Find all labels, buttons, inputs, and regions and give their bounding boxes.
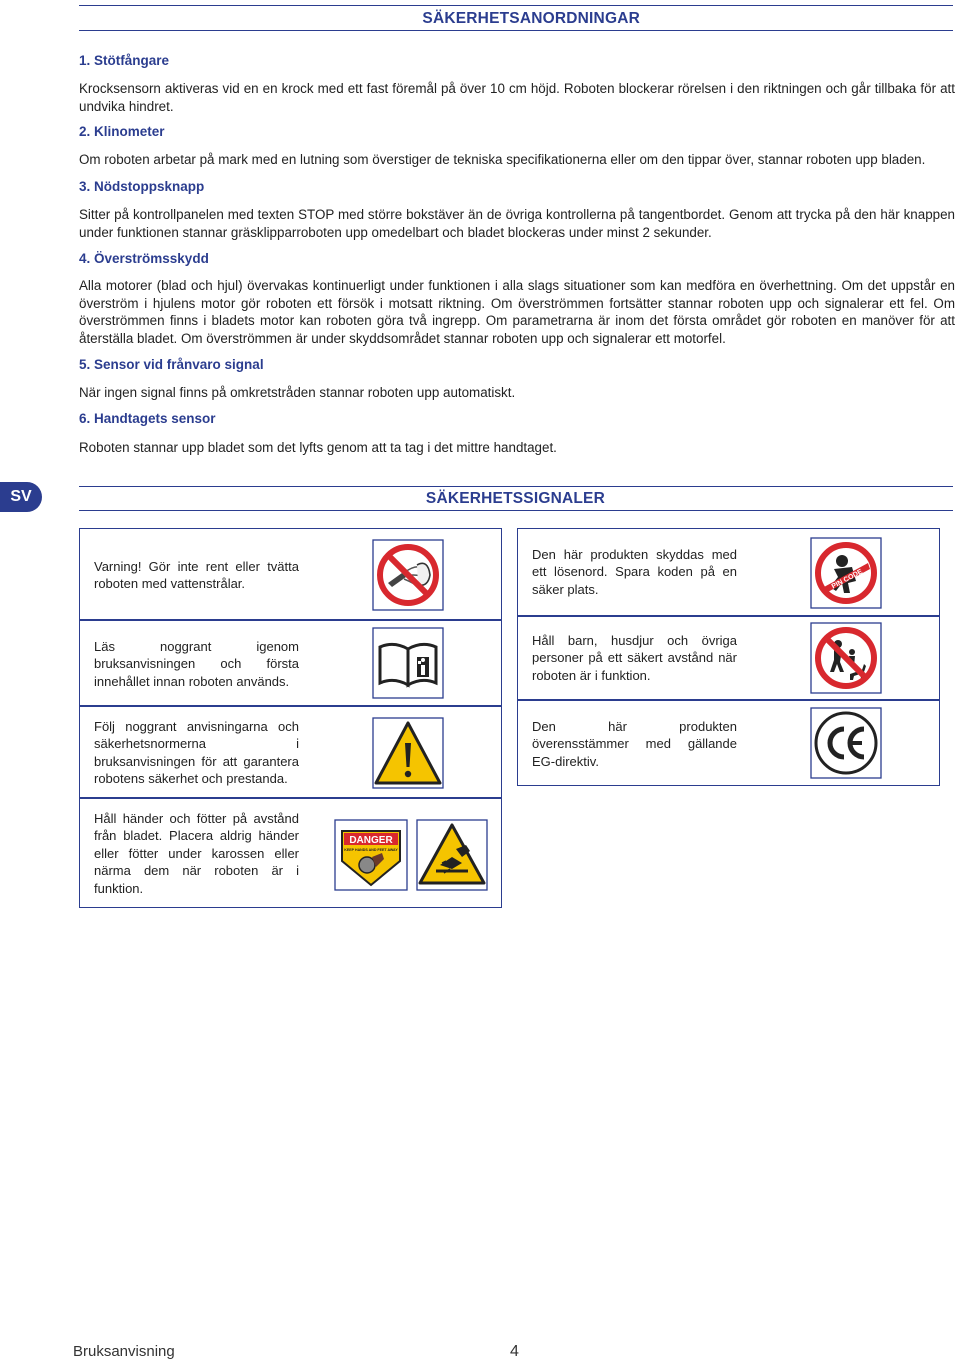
signals-rule-bottom [79, 510, 953, 511]
section-text-overcurrent: Alla motorer (blad och hjul) övervakas kontinuerligt under funktionen i alla slags situationer som kan medföra en överhettning. Om det uppstår en överström i hjulens motor gör roboten ett försök i motsatt riktning. Om överströmmen fortsätter stannar roboten upp och signalerar ett fel. Om överströmmen finns i bladets motor kan roboten göra två ingrepp. Om parametrarna är inom det första området gör roboten en manöver för att återställa bladet. Om överströmmen är under skyddsområdet stannar roboten upp och signalerar ett motorfel. [79, 278, 955, 346]
signal-text: Varning! Gör inte rent eller tvätta roboten med vattenstrålar. [94, 559, 299, 592]
signal-cell-warning [79, 706, 502, 798]
signal-text: Håll barn, husdjur och övriga personer på ett säkert avstånd när roboten är i funktion. [532, 633, 737, 683]
signal-cell-no-water [79, 528, 502, 620]
pin-code-label: PIN CODE [830, 568, 864, 591]
section-title-bumper: 1. Stötfångare [79, 53, 170, 68]
pin-code-icon [810, 537, 882, 614]
section-title-overcurrent: 4. Överströmsskydd [79, 251, 209, 266]
section-text-handle-sensor: Roboten stannar upp bladet som det lyfts genom att ta tag i det mittre handtaget. [79, 440, 557, 455]
section-title-signal-sensor: 5. Sensor vid frånvaro signal [79, 357, 264, 372]
section-text-bumper: Krocksensorn aktiveras vid en en krock med ett fast föremål på över 10 cm höjd. Roboten blockerar rörelsen i den riktningen och går tillbaka för att undvika hindret. [79, 81, 955, 114]
warning-triangle-icon [372, 717, 444, 794]
hand-blade-hazard-icon [416, 819, 488, 896]
signal-text: Följ noggrant anvisningarna och säkerhetsnormerna i bruksanvisningen för att garantera robotens säkerhet och prestanda. [94, 719, 299, 787]
page-title: SÄKERHETSANORDNINGAR [422, 10, 640, 27]
no-water-jet-icon [372, 539, 444, 616]
language-tab: SV [0, 482, 42, 512]
page-number: 4 [510, 1343, 519, 1360]
section-title-emergency-stop: 3. Nödstoppsknapp [79, 179, 205, 194]
danger-sign-title: DANGER [349, 835, 393, 846]
danger-sign-subtitle: KEEP HANDS AND FEET AWAY [344, 848, 398, 852]
header-rule-bottom [79, 30, 953, 31]
section-title-handle-sensor: 6. Handtagets sensor [79, 411, 216, 426]
signal-cell-pin-code [517, 528, 940, 616]
section-title-inclinometer: 2. Klinometer [79, 124, 165, 139]
section-text-signal-sensor: När ingen signal finns på omkretstråden stannar roboten upp automatiskt. [79, 385, 516, 400]
section-text-emergency-stop: Sitter på kontrollpanelen med texten STOP med större bokstäver än de övriga kontrollerna på tangentbordet. Genom att trycka på den här knappen under funktionen stannar gräsklipparroboten upp omedelbart och bladet blockeras under minst 2 sekunder. [79, 207, 955, 240]
footer-label: Bruksanvisning [73, 1343, 175, 1360]
signals-title: SÄKERHETSSIGNALER [425, 490, 605, 507]
no-children-pets-icon [810, 622, 882, 699]
signal-cell-danger-blade [79, 798, 502, 908]
signal-text: Den här produkten skyddas med ett lösenord. Spara koden på en säker plats. [532, 547, 737, 597]
header-rule-top [79, 5, 953, 6]
ce-mark-icon [810, 707, 882, 784]
section-text-inclinometer: Om roboten arbetar på mark med en lutning som överstiger de tekniska specifikationerna eller om den tippar över, stannar roboten upp bladen. [79, 152, 926, 167]
signal-text: Håll händer och fötter på avstånd från bladet. Placera aldrig händer eller fötter under karossen eller närma dem när roboten är i funktion. [94, 811, 299, 896]
danger-blade-icon [334, 819, 408, 896]
signal-cell-ce-mark [517, 700, 940, 786]
read-manual-icon [372, 627, 444, 704]
signal-text: Den här produkten överensstämmer med gällande EG-direktiv. [532, 719, 737, 769]
signal-text: Läs noggrant igenom bruksanvisningen och första innehållet innan roboten används. [94, 639, 299, 689]
signals-rule-top [79, 486, 953, 487]
signal-cell-read-manual [79, 620, 502, 706]
signal-cell-keep-away [517, 616, 940, 700]
